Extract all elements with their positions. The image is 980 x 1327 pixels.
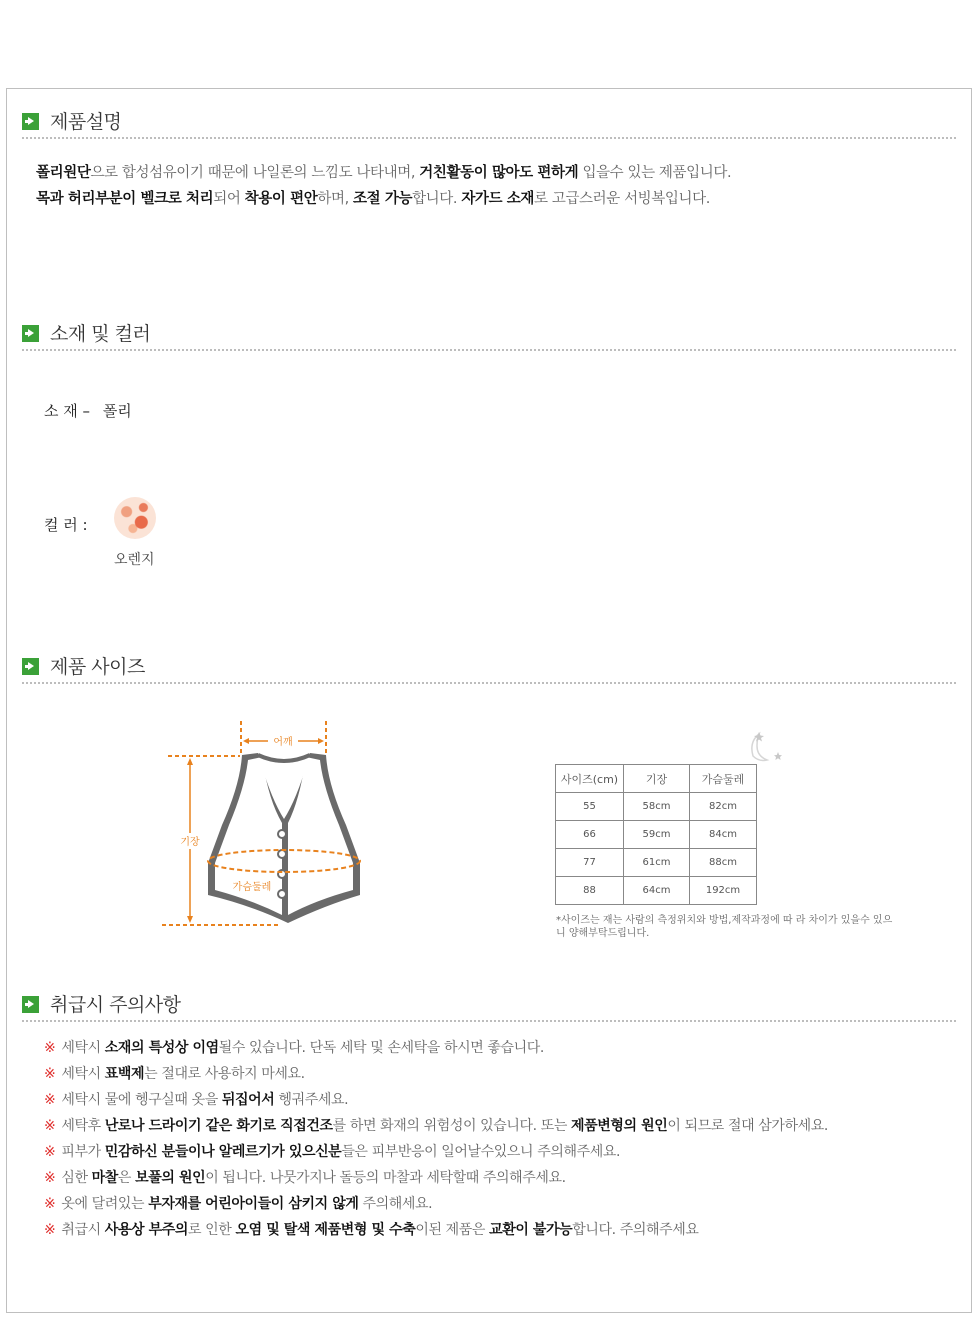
text-segment: 세탁시 물에 헹구실때 옷을 [61, 1092, 222, 1108]
table-row [556, 793, 757, 821]
vest-button [278, 850, 286, 858]
emphasis-text: 표백제 [104, 1066, 145, 1082]
table-cell: 192cm [690, 877, 757, 905]
text-segment: 세탁시 [61, 1040, 105, 1056]
text-segment: 를 하면 화재의 위험성이 있습니다. 또는 [332, 1118, 572, 1134]
emphasis-text: 보풀의 원인 [135, 1170, 206, 1186]
reference-mark-icon: ※ [44, 1222, 56, 1238]
text-segment: 로 고급스러운 서빙복입니다. [534, 191, 710, 207]
reference-mark-icon: ※ [44, 1092, 56, 1108]
section-header-material-color [22, 319, 956, 351]
size-table [555, 764, 757, 905]
section-title-size: 제품 사이즈 [50, 656, 145, 678]
text-segment: 세탁시 [61, 1066, 105, 1082]
emphasis-text: 폴리원단 [36, 165, 91, 181]
emphasis-text: 목과 허리부분이 벨크로 처리 [36, 191, 214, 207]
text-segment: 이 됩니다. 나뭇가지나 돌등의 마찰과 세탁할때 주의해주세요. [205, 1170, 566, 1186]
emphasis-text: 부자재를 어린아이들이 삼키지 않게 [148, 1196, 359, 1212]
text-segment: 이된 제품은 [415, 1222, 490, 1238]
table-cell: 58cm [624, 793, 690, 821]
text-segment: 합니다. [412, 191, 462, 207]
table-cell: 55 [556, 793, 624, 821]
text-segment: 취급시 [61, 1222, 105, 1238]
emphasis-text: 민감하신 분들이나 알레르기가 있으신분 [104, 1144, 342, 1160]
table-header-row [556, 765, 757, 793]
emphasis-text: 소재의 특성상 이염 [104, 1040, 219, 1056]
emphasis-text: 조절 가능 [353, 191, 413, 207]
table-cell: 59cm [624, 821, 690, 849]
description-line [36, 186, 731, 212]
vest-button [278, 890, 286, 898]
care-item [44, 1165, 828, 1191]
section-title-care: 취급시 주의사항 [50, 994, 181, 1016]
table-row [556, 877, 757, 905]
arrow-head [187, 916, 193, 923]
arrow-head [187, 758, 193, 765]
table-row [556, 821, 757, 849]
care-item [44, 1061, 828, 1087]
table-cell: 88cm [690, 849, 757, 877]
emphasis-text: 사용상 부주의 [104, 1222, 188, 1238]
emphasis-text: 자가드 소재 [461, 191, 535, 207]
table-cell: 64cm [624, 877, 690, 905]
text-segment: 헹궈주세요. [274, 1092, 349, 1108]
vest-size-diagram [160, 715, 380, 935]
vest-collar [258, 755, 310, 761]
emphasis-text: 제품변형의 원인 [571, 1118, 668, 1134]
text-segment: 은 [117, 1170, 136, 1186]
text-segment: 입을수 있는 제품입니다. [578, 165, 732, 181]
arrow-square-icon [22, 113, 39, 130]
text-segment: 하며, [317, 191, 353, 207]
arrow-square-icon [22, 658, 39, 675]
reference-mark-icon: ※ [44, 1040, 56, 1056]
material-value: 폴리 [102, 402, 132, 420]
section-header-size [22, 652, 956, 684]
care-item [44, 1087, 828, 1113]
product-description [36, 160, 731, 212]
reference-mark-icon: ※ [44, 1170, 56, 1186]
shoulder-label: 어깨 [273, 737, 293, 748]
emphasis-text: 착용이 편안 [244, 191, 318, 207]
length-label: 기장 [180, 837, 200, 848]
emphasis-text: 교환이 불가능 [489, 1222, 573, 1238]
arrow-square-icon [22, 996, 39, 1013]
section-header-description [22, 107, 956, 139]
emphasis-text: 오염 및 탈색 제품변형 및 수축 [235, 1222, 416, 1238]
color-label: 컬 러 : [44, 516, 88, 534]
table-cell: 82cm [690, 793, 757, 821]
text-segment: 될수 있습니다. 단독 세탁 및 손세탁을 하시면 좋습니다. [218, 1040, 544, 1056]
section-header-care [22, 990, 956, 1022]
table-cell: 77 [556, 849, 624, 877]
reference-mark-icon: ※ [44, 1118, 56, 1134]
table-cell: 61cm [624, 849, 690, 877]
chest-label: 가슴둘레 [232, 882, 272, 893]
table-cell: 84cm [690, 821, 757, 849]
text-segment: 되어 [213, 191, 245, 207]
emphasis-text: 마찰 [91, 1170, 118, 1186]
material-label: 소 재 – [44, 402, 91, 420]
care-item [44, 1113, 828, 1139]
text-segment: 주의해세요. [358, 1196, 433, 1212]
section-title-description: 제품설명 [50, 111, 122, 133]
care-item [44, 1035, 828, 1061]
table-header-cell: 가슴둘레 [690, 765, 757, 793]
care-item [44, 1217, 828, 1243]
text-segment: 피부가 [61, 1144, 105, 1160]
vest-button [278, 830, 286, 838]
text-segment: 들은 피부반응이 일어날수있으니 주의해주세요. [341, 1144, 620, 1160]
table-row [556, 849, 757, 877]
text-segment: 옷에 달려있는 [61, 1196, 149, 1212]
care-item [44, 1191, 828, 1217]
table-header-cell: 사이즈(cm) [556, 765, 624, 793]
reference-mark-icon: ※ [44, 1066, 56, 1082]
table-cell: 66 [556, 821, 624, 849]
material-row [44, 400, 132, 421]
arrow-square-icon [22, 325, 39, 342]
section-title-material-color: 소재 및 컬러 [50, 323, 151, 345]
size-note: *사이즈는 재는 사람의 측정위치와 방법,제작과정에 따 라 차이가 있을수 있으니 양해부탁드립니다. [556, 915, 893, 939]
reference-mark-icon: ※ [44, 1144, 56, 1160]
emphasis-text: 거친활동이 많아도 편하게 [419, 165, 579, 181]
arrow-head [243, 738, 249, 744]
reference-mark-icon: ※ [44, 1196, 56, 1212]
emphasis-text: 뒤집어서 [221, 1092, 275, 1108]
text-segment: 으로 합성섬유이기 때문에 나일론의 느낌도 나타내며, [90, 165, 420, 181]
emphasis-text: 난로나 드라이기 같은 화기로 직접건조 [104, 1118, 333, 1134]
care-instructions-list [44, 1035, 828, 1243]
table-cell: 88 [556, 877, 624, 905]
color-swatch-orange [114, 497, 156, 539]
arrow-head [318, 738, 324, 744]
text-segment: 심한 [61, 1170, 92, 1186]
text-segment: 는 절대로 사용하지 마세요. [144, 1066, 305, 1082]
text-segment: 합니다. 주의해주세요 [572, 1222, 699, 1238]
text-segment: 로 인한 [188, 1222, 236, 1238]
moon-star-icon [745, 730, 785, 764]
text-segment: 세탁후 [61, 1118, 105, 1134]
color-swatch-name: 오렌지 [114, 552, 155, 568]
text-segment: 이 되므로 절대 삼가하세요. [667, 1118, 828, 1134]
table-header-cell: 기장 [624, 765, 690, 793]
description-line [36, 160, 731, 186]
care-item [44, 1139, 828, 1165]
